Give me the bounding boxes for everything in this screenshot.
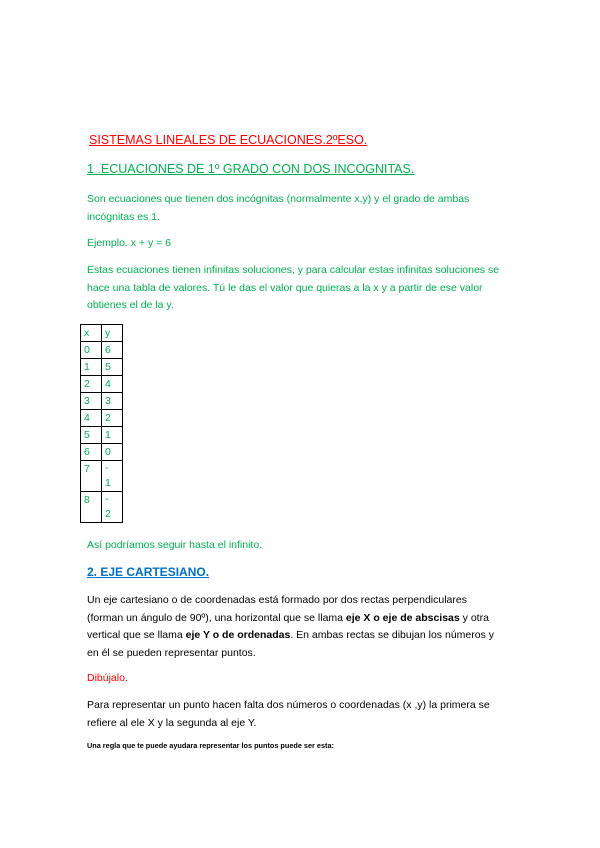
section1-explanation: [87, 262, 499, 315]
table-row: [81, 342, 123, 359]
section1-intro: [87, 191, 469, 226]
explanation-line: obtienes el de la y.: [87, 299, 174, 311]
wrapped-negative-value: - 2: [105, 493, 111, 520]
text-span: y otra: [459, 611, 489, 624]
table-row: [81, 393, 123, 410]
text-span: . En ambas rectas se dibujan los números y: [290, 629, 494, 641]
table-row: [81, 359, 123, 376]
table-cell-x: 8: [81, 492, 102, 523]
section1-closing: Así podríamos seguir hasta el infinito.: [87, 539, 263, 551]
point-explanation: [87, 697, 490, 732]
text-span: (forman un ángulo de 90º), una horizontal que se llama: [87, 611, 346, 624]
table-row: [81, 376, 123, 393]
table-cell-y: 0: [102, 444, 123, 461]
table-cell-x: 0: [81, 342, 102, 359]
table-cell-y: 2: [102, 410, 123, 427]
section1-heading: 1 .ECUACIONES DE 1º GRADO CON DOS INCOGNITAS.: [87, 162, 415, 176]
point-line: Para representar un punto hacen falta dos números o coordenadas (x ,y) la primera se: [87, 699, 490, 711]
section2-definition: [87, 592, 494, 662]
explanation-line: Estas ecuaciones tienen infinitas soluciones, y para calcular estas infinitas soluciones se: [87, 264, 500, 276]
explanation-line: hace una tabla de valores. Tú le das el valor que quieras a la x y a partir de ese valor: [87, 281, 483, 294]
table-cell-y: 1: [102, 427, 123, 444]
definition-line: Un eje cartesiano o de coordenadas está formado por dos rectas perpendiculares: [87, 594, 467, 606]
table-cell-y: 3: [102, 393, 123, 410]
intro-line: incógnitas es 1.: [87, 210, 160, 223]
definition-line: [87, 627, 494, 645]
table-row: [81, 427, 123, 444]
table-cell-y: 4: [102, 376, 123, 393]
table-row: [81, 410, 123, 427]
table-header-row: [81, 325, 123, 342]
example-equation: Ejemplo. x + y = 6: [87, 237, 172, 249]
text-span: vertical que se llama: [87, 629, 186, 641]
table-cell-x: 7: [81, 461, 102, 492]
table-cell-y: 5: [102, 359, 123, 376]
table-row: [81, 492, 123, 523]
table-cell-x: 1: [81, 359, 102, 376]
table-cell-x: 4: [81, 410, 102, 427]
values-table: [80, 324, 123, 523]
wrapped-negative-value: - 1: [105, 462, 111, 489]
table-row: [81, 461, 123, 492]
table-cell-y: [102, 461, 123, 492]
bold-term-y-axis: eje Y o de ordenadas: [185, 629, 291, 641]
definition-line: [87, 610, 494, 628]
document-title: SISTEMAS LINEALES DE ECUACIONES.2ºESO.: [89, 133, 368, 147]
table-header-x: x: [81, 325, 102, 342]
draw-instruction: Dibújalo.: [87, 672, 128, 684]
table-cell-x: 3: [81, 393, 102, 410]
point-line: refiere al ele X y la segunda al eje Y.: [87, 716, 257, 729]
section2-heading: 2. EJE CARTESIANO.: [87, 565, 210, 579]
table-header-y: y: [102, 325, 123, 342]
table-cell-y: 6: [102, 342, 123, 359]
table-cell-y: [102, 492, 123, 523]
bold-term-x-axis: eje X o eje de abscisas: [345, 611, 460, 624]
table-cell-x: 5: [81, 427, 102, 444]
table-row: [81, 444, 123, 461]
table-cell-x: 2: [81, 376, 102, 393]
definition-line: en él se pueden representar puntos.: [87, 646, 256, 659]
table-cell-x: 6: [81, 444, 102, 461]
intro-line: Son ecuaciones que tienen dos incógnitas (normalmente x,y) y el grado de ambas: [87, 193, 470, 205]
rule-note: Una regla que te puede ayudara representar los puntos puede ser esta:: [87, 741, 334, 750]
